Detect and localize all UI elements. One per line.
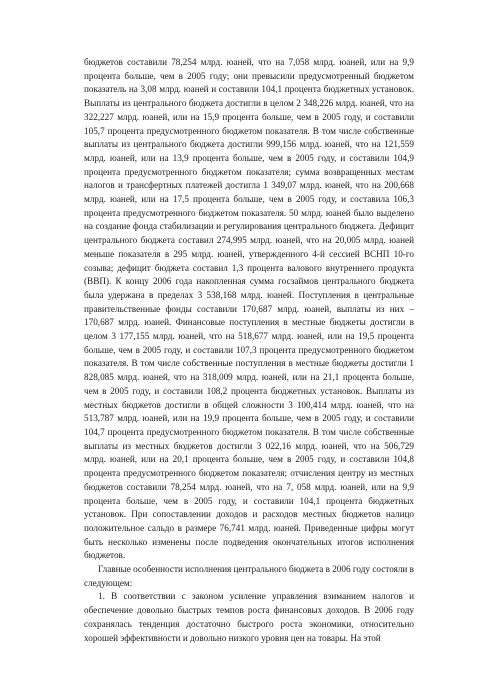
paragraph-point-1: 1. В соответствии с законом усиление управления взиманием налогов и обеспечение довольно быстрых темпов роста финансовых доходов. В 2006 году сохранялась тенденция достаточно быстрого роста экономики, относительно хорошей эффективности и довольно низкого уровня цен на товары. На этой (84, 591, 414, 643)
paragraph-main-features-intro: Главные особенности исполнения центрального бюджета в 2006 году состояли в следующем: (84, 564, 414, 588)
document-page (84, 56, 414, 645)
paragraph-budget-figures: бюджетов составили 78,254 млрд. юаней, что на 7,058 млрд. юаней, или на 9,9 процента больше, чем в 2005 году; они превысили предусмотренный бюджетом показатель на 3,08 млрд. юаней и составили 104,1 процента бюджетных установок. Выплаты из центрального бюджета достигли в целом 2 348,226 млрд. юаней, что на 322,227 млрд. юаней, или на 15,9 процента больше, чем в 2005 году, и составили 105,7 процента предусмотренного бюджетом показателя. В том числе собственные выплаты из центрального бюджета достигли 999,156 млрд. юаней, что на 121,559 млрд. юаней, или на 13,9 процента больше, чем в 2005 году, и составили 104,9 процента предусмотренного бюджетом показателя; сумма возвращенных местам налогов и трансфертных платежей достигла 1 349,07 млрд. юаней, что на 200,668 млрд. юаней, или на 17,5 процента больше, чем в 2005 году, и составила 106,3 процента предусмотренного бюджетом показателя. 50 млрд. юаней было выделено на создание фонда стабилизации и регулирования центрального бюджета. Дефицит центрального бюджета составил 274,995 млрд. юаней, что на 20,005 млрд. юаней меньше показателя в 295 млрд. юаней, утвержденного 4-й сессией ВСНП 10-го созыва; дефицит бюджета составил 1,3 процента валового внутреннего продукта (ВВП). К концу 2006 года накопленная сумма госзаймов центрального бюджета была удержана в пределах 3 538,168 млрд. юаней. Поступления в центральные правительственные фонды составили 170,687 млрд. юаней, выплаты из них – 170,687 млрд. юаней. Финансовые поступления в местные бюджеты достигли в целом 3 177,155 млрд. юаней, что на 518,677 млрд. юаней, или на 19,5 процента больше, чем в 2005 году, и составили 107,3 процента предусмотренного бюджетом показателя. В том числе собственные поступления в местные бюджеты достигли 1 828,085 млрд. юаней, что на 318,009 млрд. юаней, или на 21,1 процента больше, чем в 2005 году, и составили 108,2 процента бюджетных установок. Выплаты из местных бюджетов достигли в общей сложности 3 100,414 млрд. юаней, что на 513,787 млрд. юаней, или на 19,9 процента больше, чем в 2005 году, и составили 104,7 процента предусмотренного бюджетом показателя. В том числе собственные выплаты из местных бюджетов достигли 3 022,16 млрд. юаней, что на 506,729 млрд. юаней, или на 20,1 процента больше, чем в 2005 году, и составили 104,8 процента предусмотренного бюджетом показателя; отчисления центру из местных бюджетов составили 78,254 млрд. юаней, что на 7, 058 млрд. юаней, или на 9,9 процента больше, чем в 2005 году, и составили 104,1 процента бюджетных установок. При сопоставлении доходов и расходов местных бюджетов налицо положительное сальдо в размере 76,741 млрд. юаней. Приведенные цифры могут быть несколько изменены после подведения окончательных итогов исполнения бюджетов. (84, 57, 414, 561)
